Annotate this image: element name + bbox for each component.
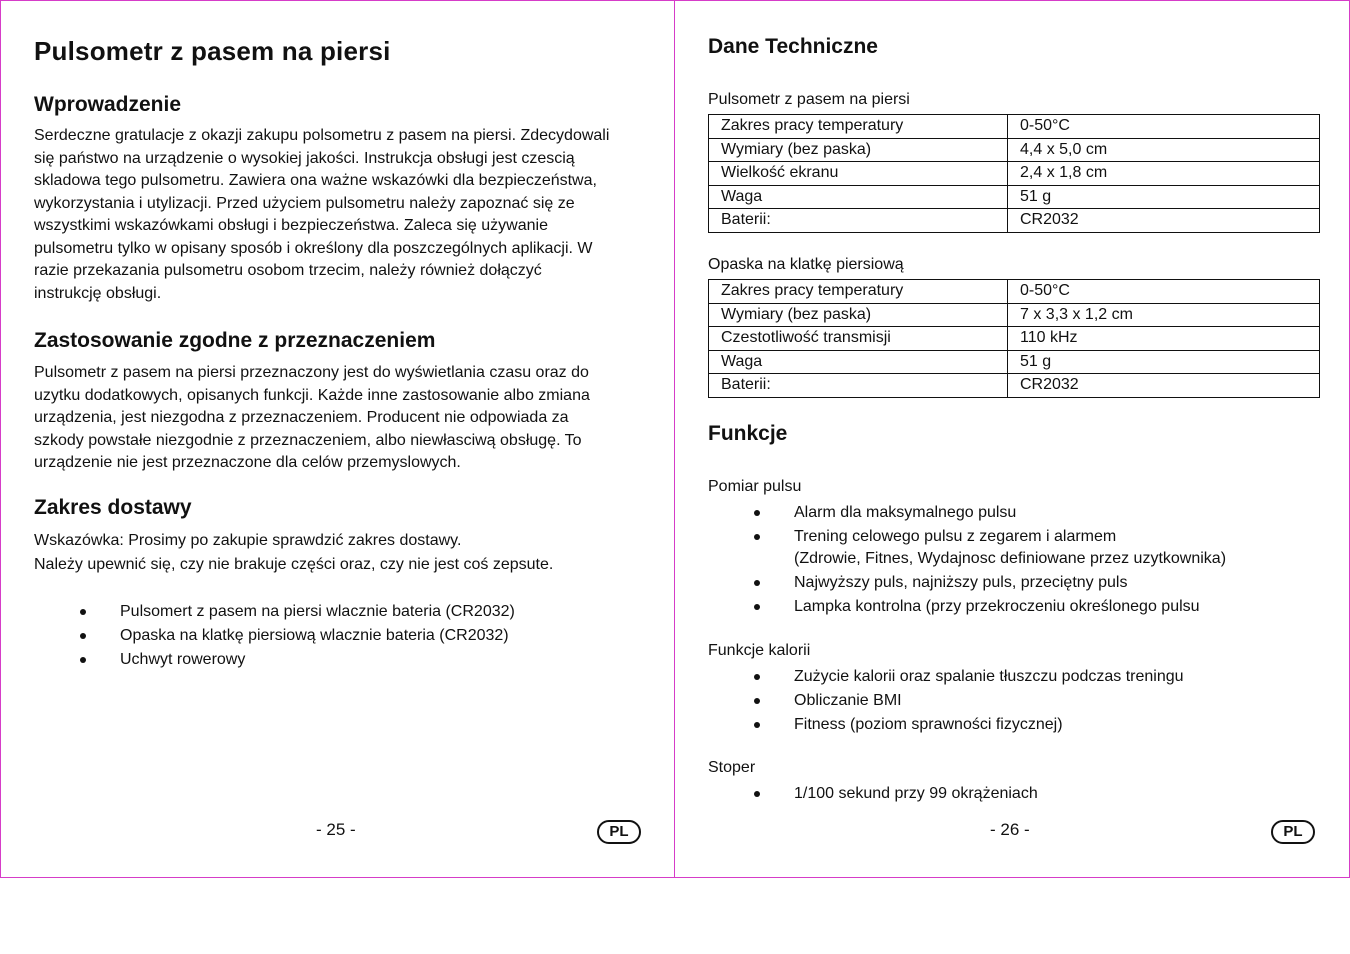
left-page: [34, 0, 646, 876]
delivery-note-line: Należy upewnić się, czy nie brakuje części oraz, czy nie jest coś zepsute.: [34, 556, 554, 573]
table-row: [709, 185, 1320, 209]
intro-heading: Wprowadzenie: [34, 93, 182, 116]
delivery-note-line: Wskazówka: Prosimy po zakupie sprawdzić zakres dostawy.: [34, 532, 462, 549]
delivery-note: [34, 529, 553, 577]
table-row: [709, 327, 1320, 351]
table-cell: 0-50°C: [1008, 280, 1320, 304]
language-badge: PL: [597, 820, 641, 844]
table-cell: Waga: [709, 350, 1008, 374]
table-cell: Czestotliwość transmisji: [709, 327, 1008, 351]
spec-table-chest-strap: [708, 279, 1320, 398]
functions-heading: Funkcje: [708, 422, 788, 445]
list-item-subtext: (Zdrowie, Fitnes, Wydajnosc definiowane przez uzytkownika): [794, 550, 1227, 567]
table-cell: Waga: [709, 185, 1008, 209]
table-cell: 7 x 3,3 x 1,2 cm: [1008, 303, 1320, 327]
table-cell: 0-50°C: [1008, 115, 1320, 139]
intro-line: pulsometru tylko w opisany sposób i określony dla poszczególnych aplikacji. W: [34, 239, 593, 257]
table-cell: CR2032: [1008, 209, 1320, 233]
table-cell: 2,4 x 1,8 cm: [1008, 162, 1320, 186]
list-item-text: Alarm dla maksymalnego pulsu: [794, 504, 1017, 521]
list-item: 1/100 sekund przy 99 okrążeniach: [708, 783, 1320, 805]
table-cell: Baterii:: [709, 209, 1008, 233]
list-item: Pulsomert z pasem na piersi wlacznie bateria (CR2032): [34, 601, 646, 623]
usage-line: urządzenie nie jest przeznaczone dla celów przemyslowych.: [34, 454, 461, 471]
table-cell: Wymiary (bez paska): [709, 138, 1008, 162]
table-cell: Wymiary (bez paska): [709, 303, 1008, 327]
page-number: - 25 -: [316, 820, 356, 839]
list-item: [708, 596, 1320, 618]
table-cell: CR2032: [1008, 374, 1320, 398]
intro-line: Serdeczne gratulacje z okazji zakupu polsometru z pasem na piersi. Zdecydowali: [34, 127, 610, 144]
table-row: [709, 280, 1320, 304]
intro-line: wszystkimi wskazówkami obsługi i bezpieczeństwa. Zaleca się używanie: [34, 217, 548, 234]
table-row: [709, 374, 1320, 398]
list-item-text: Najwyższy puls, najniższy puls, przeciętny puls: [794, 574, 1128, 591]
document-title: Pulsometr z pasem na piersi: [34, 36, 391, 66]
pulse-title: Pomiar pulsu: [708, 478, 802, 495]
table-cell: 51 g: [1008, 185, 1320, 209]
usage-line: Pulsometr z pasem na piersi przeznaczony jest do wyświetlania czasu oraz do: [34, 364, 589, 381]
list-item: [708, 572, 1320, 594]
usage-line: szkody powstałe niezgodnie z przeznaczeniem, albo niewłasciwą obsługę. To: [34, 431, 582, 449]
table-row: [709, 209, 1320, 233]
intro-line: wykorzystania i utylizacji. Przed użyciem pulsometru należy zapoznać się ze: [34, 194, 575, 212]
table-row: [709, 162, 1320, 186]
list-item-text: Trening celowego pulsu z zegarem i alarmem: [794, 528, 1117, 545]
intro-line: skladowa tego pulsometru. Zawiera ona ważne wskazówki dla bezpieczeństwa,: [34, 172, 597, 189]
table-cell: Zakres pracy temperatury: [709, 280, 1008, 304]
table-cell: 110 kHz: [1008, 327, 1320, 351]
spec-table-pulsometer: [708, 114, 1320, 233]
list-item: Uchwyt rowerowy: [34, 649, 646, 671]
table-cell: Baterii:: [709, 374, 1008, 398]
intro-paragraph: [34, 125, 609, 305]
calorie-list: [708, 666, 1320, 738]
list-item: Obliczanie BMI: [708, 690, 1320, 712]
page-number: - 26 -: [990, 820, 1030, 839]
usage-line: urządzenia, jest niezgodna z przeznaczeniem. Producent nie odpowiada za: [34, 409, 569, 426]
table-row: [709, 350, 1320, 374]
intro-line: instrukcję obsługi.: [34, 284, 162, 302]
delivery-list: [34, 601, 646, 673]
intro-line: się państwo na urządzenie o wysokiej jakości. Instrukcja obsługi jest czescią: [34, 149, 575, 167]
table-cell: 51 g: [1008, 350, 1320, 374]
stopwatch-list: [708, 783, 1320, 807]
table1-title: Pulsometr z pasem na piersi: [708, 91, 910, 108]
usage-paragraph: [34, 362, 590, 475]
page-divider: [674, 0, 675, 877]
table-row: [709, 115, 1320, 139]
table-row: [709, 303, 1320, 327]
delivery-heading: Zakres dostawy: [34, 496, 192, 519]
list-item: [708, 526, 1320, 570]
tech-heading: Dane Techniczne: [708, 35, 878, 58]
list-item: Opaska na klatkę piersiową wlacznie bateria (CR2032): [34, 625, 646, 647]
list-item-text: Lampka kontrolna (przy przekroczeniu określonego pulsu: [794, 598, 1200, 615]
list-item: Zużycie kalorii oraz spalanie tłuszczu podczas treningu: [708, 666, 1320, 688]
stopwatch-title: Stoper: [708, 759, 756, 776]
list-item: Fitness (poziom sprawności fizycznej): [708, 714, 1320, 736]
intro-line: razie przekazania pulsometru osobom trzecim, należy również dołączyć: [34, 262, 542, 279]
table-row: [709, 138, 1320, 162]
table-cell: Zakres pracy temperatury: [709, 115, 1008, 139]
right-page: [708, 0, 1320, 876]
list-item: [708, 502, 1320, 524]
table-cell: 4,4 x 5,0 cm: [1008, 138, 1320, 162]
calorie-title: Funkcje kalorii: [708, 642, 811, 659]
usage-line: uzytku dodatkowych, opisanych funkcji. Każde inne zastosowanie albo zmiana: [34, 386, 590, 404]
usage-heading: Zastosowanie zgodne z przeznaczeniem: [34, 329, 436, 352]
table-cell: Wielkość ekranu: [709, 162, 1008, 186]
table2-title: Opaska na klatkę piersiową: [708, 256, 904, 273]
language-badge: PL: [1271, 820, 1315, 844]
pulse-list: [708, 502, 1320, 620]
